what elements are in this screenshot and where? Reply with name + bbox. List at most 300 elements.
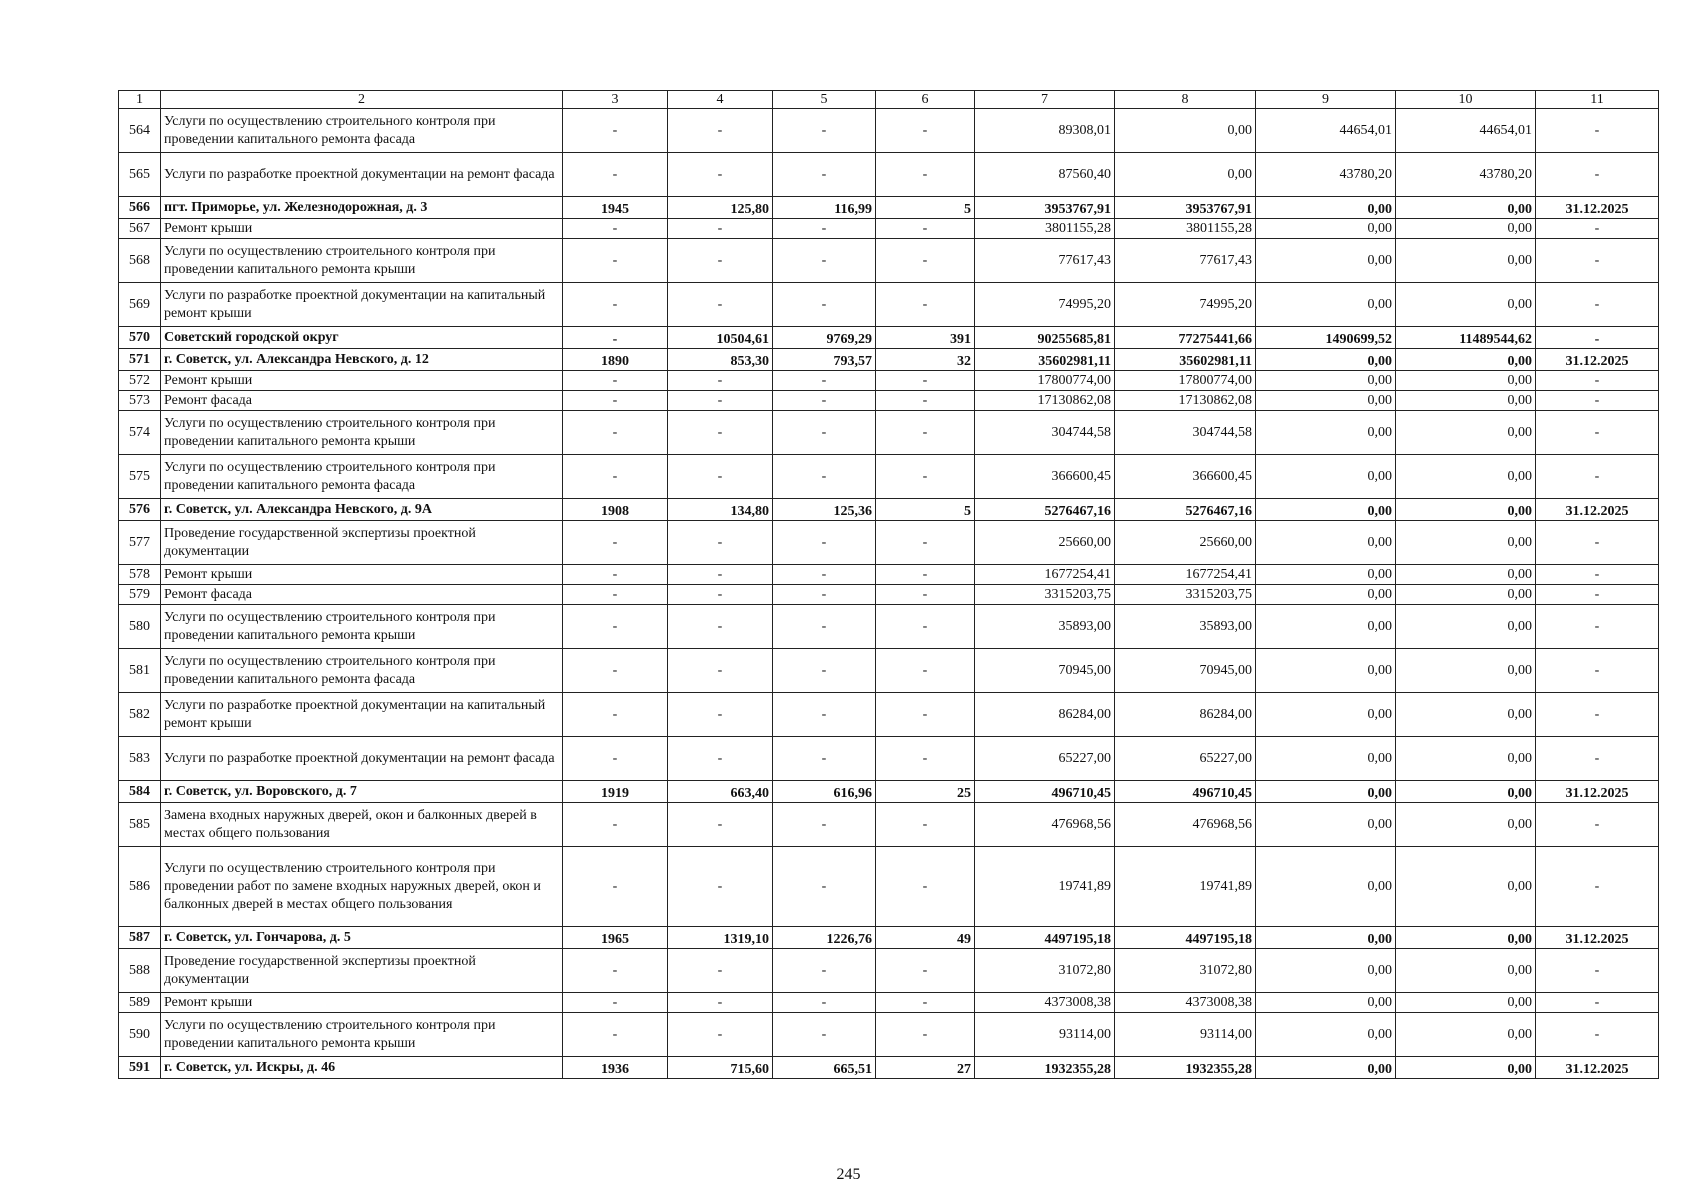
total-cost-cell: 89308,01 xyxy=(975,109,1115,153)
living-area-cell: - xyxy=(773,693,876,737)
column-header: 6 xyxy=(876,91,975,109)
residents-cell: 32 xyxy=(876,349,975,371)
residents-cell: 5 xyxy=(876,499,975,521)
completion-date-cell: - xyxy=(1536,455,1659,499)
budget-cost-cell: 44654,01 xyxy=(1256,109,1396,153)
total-cost-cell: 74995,20 xyxy=(975,283,1115,327)
budget-cost-cell: 0,00 xyxy=(1256,649,1396,693)
living-area-cell: - xyxy=(773,605,876,649)
other-cost-cell: 0,00 xyxy=(1396,1013,1536,1057)
completion-date-cell: - xyxy=(1536,565,1659,585)
work-name-cell: Услуги по разработке проектной документации на капитальный ремонт крыши xyxy=(161,283,563,327)
total-area-cell: 853,30 xyxy=(668,349,773,371)
year-cell: - xyxy=(563,649,668,693)
work-name-cell: г. Советск, ул. Александра Невского, д. 12 xyxy=(161,349,563,371)
year-cell: - xyxy=(563,153,668,197)
other-cost-cell: 0,00 xyxy=(1396,239,1536,283)
row-number-cell: 574 xyxy=(119,411,161,455)
work-name-cell: Ремонт крыши xyxy=(161,565,563,585)
work-name-cell: Замена входных наружных дверей, окон и балконных дверей в местах общего пользования xyxy=(161,803,563,847)
total-area-cell: - xyxy=(668,455,773,499)
living-area-cell: - xyxy=(773,153,876,197)
fund-cost-cell: 3315203,75 xyxy=(1115,585,1256,605)
residents-cell: - xyxy=(876,411,975,455)
fund-cost-cell: 4497195,18 xyxy=(1115,927,1256,949)
other-cost-cell: 0,00 xyxy=(1396,803,1536,847)
living-area-cell: 616,96 xyxy=(773,781,876,803)
total-cost-cell: 35893,00 xyxy=(975,605,1115,649)
residents-cell: - xyxy=(876,847,975,927)
work-item-row xyxy=(119,371,1659,391)
other-cost-cell: 0,00 xyxy=(1396,391,1536,411)
column-number-header-row xyxy=(119,91,1659,109)
row-number-cell: 588 xyxy=(119,949,161,993)
completion-date-cell: - xyxy=(1536,411,1659,455)
other-cost-cell: 0,00 xyxy=(1396,993,1536,1013)
total-area-cell: 134,80 xyxy=(668,499,773,521)
total-cost-cell: 93114,00 xyxy=(975,1013,1115,1057)
column-header: 2 xyxy=(161,91,563,109)
work-item-row xyxy=(119,649,1659,693)
total-cost-cell: 35602981,11 xyxy=(975,349,1115,371)
total-area-cell: - xyxy=(668,847,773,927)
living-area-cell: - xyxy=(773,993,876,1013)
completion-date-cell: - xyxy=(1536,109,1659,153)
work-name-cell: Проведение государственной экспертизы проектной документации xyxy=(161,521,563,565)
other-cost-cell: 0,00 xyxy=(1396,649,1536,693)
work-item-row xyxy=(119,949,1659,993)
work-name-cell: пгт. Приморье, ул. Железнодорожная, д. 3 xyxy=(161,197,563,219)
total-cost-cell: 5276467,16 xyxy=(975,499,1115,521)
residents-cell: - xyxy=(876,693,975,737)
total-cost-cell: 1932355,28 xyxy=(975,1057,1115,1079)
residents-cell: - xyxy=(876,153,975,197)
address-row xyxy=(119,781,1659,803)
column-header: 4 xyxy=(668,91,773,109)
other-cost-cell: 0,00 xyxy=(1396,521,1536,565)
total-area-cell: 1319,10 xyxy=(668,927,773,949)
living-area-cell: - xyxy=(773,219,876,239)
budget-cost-cell: 0,00 xyxy=(1256,1057,1396,1079)
living-area-cell: - xyxy=(773,649,876,693)
fund-cost-cell: 31072,80 xyxy=(1115,949,1256,993)
other-cost-cell: 43780,20 xyxy=(1396,153,1536,197)
year-cell: 1965 xyxy=(563,927,668,949)
row-number-cell: 575 xyxy=(119,455,161,499)
completion-date-cell: - xyxy=(1536,391,1659,411)
row-number-cell: 578 xyxy=(119,565,161,585)
row-number-cell: 576 xyxy=(119,499,161,521)
total-cost-cell: 1677254,41 xyxy=(975,565,1115,585)
work-item-row xyxy=(119,993,1659,1013)
budget-cost-cell: 0,00 xyxy=(1256,585,1396,605)
total-area-cell: - xyxy=(668,1013,773,1057)
work-item-row xyxy=(119,737,1659,781)
living-area-cell: - xyxy=(773,949,876,993)
total-cost-cell: 4373008,38 xyxy=(975,993,1115,1013)
residents-cell: - xyxy=(876,803,975,847)
completion-date-cell: - xyxy=(1536,153,1659,197)
row-number-cell: 583 xyxy=(119,737,161,781)
budget-cost-cell: 0,00 xyxy=(1256,371,1396,391)
total-area-cell: - xyxy=(668,693,773,737)
other-cost-cell: 0,00 xyxy=(1396,781,1536,803)
living-area-cell: 125,36 xyxy=(773,499,876,521)
living-area-cell: - xyxy=(773,391,876,411)
budget-cost-cell: 0,00 xyxy=(1256,737,1396,781)
work-name-cell: Услуги по осуществлению строительного контроля при проведении капитального ремонта крыши xyxy=(161,1013,563,1057)
budget-cost-cell: 0,00 xyxy=(1256,349,1396,371)
year-cell: - xyxy=(563,565,668,585)
residents-cell: 5 xyxy=(876,197,975,219)
row-number-cell: 590 xyxy=(119,1013,161,1057)
fund-cost-cell: 35893,00 xyxy=(1115,605,1256,649)
year-cell: - xyxy=(563,585,668,605)
budget-cost-cell: 0,00 xyxy=(1256,993,1396,1013)
year-cell: - xyxy=(563,737,668,781)
row-number-cell: 585 xyxy=(119,803,161,847)
budget-cost-cell: 0,00 xyxy=(1256,239,1396,283)
other-cost-cell: 0,00 xyxy=(1396,197,1536,219)
total-area-cell: - xyxy=(668,737,773,781)
row-number-cell: 566 xyxy=(119,197,161,219)
work-name-cell: г. Советск, ул. Гончарова, д. 5 xyxy=(161,927,563,949)
fund-cost-cell: 86284,00 xyxy=(1115,693,1256,737)
year-cell: 1919 xyxy=(563,781,668,803)
work-item-row xyxy=(119,391,1659,411)
column-header: 10 xyxy=(1396,91,1536,109)
work-item-row xyxy=(119,239,1659,283)
living-area-cell: - xyxy=(773,847,876,927)
work-name-cell: Ремонт фасада xyxy=(161,391,563,411)
row-number-cell: 579 xyxy=(119,585,161,605)
year-cell: - xyxy=(563,847,668,927)
year-cell: - xyxy=(563,521,668,565)
address-row xyxy=(119,349,1659,371)
total-area-cell: 715,60 xyxy=(668,1057,773,1079)
total-area-cell: - xyxy=(668,391,773,411)
year-cell: - xyxy=(563,803,668,847)
total-cost-cell: 25660,00 xyxy=(975,521,1115,565)
completion-date-cell: 31.12.2025 xyxy=(1536,1057,1659,1079)
fund-cost-cell: 3801155,28 xyxy=(1115,219,1256,239)
work-name-cell: Услуги по осуществлению строительного контроля при проведении капитального ремонта фасада xyxy=(161,455,563,499)
residents-cell: - xyxy=(876,391,975,411)
year-cell: - xyxy=(563,411,668,455)
year-cell: - xyxy=(563,283,668,327)
column-header: 9 xyxy=(1256,91,1396,109)
residents-cell: - xyxy=(876,239,975,283)
budget-cost-cell: 0,00 xyxy=(1256,803,1396,847)
year-cell: - xyxy=(563,371,668,391)
work-name-cell: Услуги по осуществлению строительного контроля при проведении работ по замене входных наружных дверей, окон и балконных дверей в местах общего пользования xyxy=(161,847,563,927)
completion-date-cell: - xyxy=(1536,649,1659,693)
work-name-cell: Ремонт крыши xyxy=(161,993,563,1013)
total-area-cell: 10504,61 xyxy=(668,327,773,349)
address-row xyxy=(119,1057,1659,1079)
row-number-cell: 567 xyxy=(119,219,161,239)
row-number-cell: 565 xyxy=(119,153,161,197)
completion-date-cell: - xyxy=(1536,283,1659,327)
residents-cell: - xyxy=(876,283,975,327)
other-cost-cell: 0,00 xyxy=(1396,585,1536,605)
total-area-cell: 663,40 xyxy=(668,781,773,803)
work-item-row xyxy=(119,585,1659,605)
total-cost-cell: 31072,80 xyxy=(975,949,1115,993)
year-cell: - xyxy=(563,239,668,283)
completion-date-cell: - xyxy=(1536,847,1659,927)
other-cost-cell: 0,00 xyxy=(1396,283,1536,327)
residents-cell: - xyxy=(876,1013,975,1057)
other-cost-cell: 0,00 xyxy=(1396,927,1536,949)
address-row xyxy=(119,499,1659,521)
residents-cell: - xyxy=(876,949,975,993)
living-area-cell: - xyxy=(773,283,876,327)
capital-repair-table xyxy=(118,90,1659,1079)
completion-date-cell: - xyxy=(1536,605,1659,649)
other-cost-cell: 0,00 xyxy=(1396,847,1536,927)
total-cost-cell: 19741,89 xyxy=(975,847,1115,927)
total-cost-cell: 86284,00 xyxy=(975,693,1115,737)
row-number-cell: 584 xyxy=(119,781,161,803)
living-area-cell: - xyxy=(773,803,876,847)
other-cost-cell: 0,00 xyxy=(1396,1057,1536,1079)
work-item-row xyxy=(119,847,1659,927)
completion-date-cell: - xyxy=(1536,239,1659,283)
work-name-cell: Ремонт фасада xyxy=(161,585,563,605)
budget-cost-cell: 0,00 xyxy=(1256,455,1396,499)
row-number-cell: 568 xyxy=(119,239,161,283)
total-area-cell: - xyxy=(668,649,773,693)
budget-cost-cell: 0,00 xyxy=(1256,847,1396,927)
address-row xyxy=(119,327,1659,349)
completion-date-cell: 31.12.2025 xyxy=(1536,499,1659,521)
other-cost-cell: 0,00 xyxy=(1396,737,1536,781)
row-number-cell: 564 xyxy=(119,109,161,153)
total-area-cell: - xyxy=(668,219,773,239)
budget-cost-cell: 0,00 xyxy=(1256,391,1396,411)
other-cost-cell: 0,00 xyxy=(1396,411,1536,455)
other-cost-cell: 0,00 xyxy=(1396,565,1536,585)
total-area-cell: - xyxy=(668,109,773,153)
living-area-cell: - xyxy=(773,109,876,153)
work-name-cell: Услуги по осуществлению строительного контроля при проведении капитального ремонта фасада xyxy=(161,109,563,153)
budget-cost-cell: 1490699,52 xyxy=(1256,327,1396,349)
completion-date-cell: 31.12.2025 xyxy=(1536,927,1659,949)
work-item-row xyxy=(119,219,1659,239)
total-cost-cell: 90255685,81 xyxy=(975,327,1115,349)
completion-date-cell: - xyxy=(1536,737,1659,781)
fund-cost-cell: 74995,20 xyxy=(1115,283,1256,327)
completion-date-cell: - xyxy=(1536,371,1659,391)
living-area-cell: - xyxy=(773,585,876,605)
fund-cost-cell: 1677254,41 xyxy=(1115,565,1256,585)
total-cost-cell: 17130862,08 xyxy=(975,391,1115,411)
other-cost-cell: 0,00 xyxy=(1396,693,1536,737)
total-cost-cell: 77617,43 xyxy=(975,239,1115,283)
living-area-cell: - xyxy=(773,239,876,283)
work-name-cell: Проведение государственной экспертизы проектной документации xyxy=(161,949,563,993)
work-item-row xyxy=(119,283,1659,327)
residents-cell: 25 xyxy=(876,781,975,803)
living-area-cell: 9769,29 xyxy=(773,327,876,349)
year-cell: 1936 xyxy=(563,1057,668,1079)
total-area-cell: - xyxy=(668,803,773,847)
row-number-cell: 570 xyxy=(119,327,161,349)
budget-cost-cell: 0,00 xyxy=(1256,499,1396,521)
living-area-cell: 1226,76 xyxy=(773,927,876,949)
work-item-row xyxy=(119,1013,1659,1057)
residents-cell: 391 xyxy=(876,327,975,349)
living-area-cell: - xyxy=(773,521,876,565)
work-item-row xyxy=(119,803,1659,847)
document-table-container xyxy=(118,90,1659,1079)
living-area-cell: 116,99 xyxy=(773,197,876,219)
work-name-cell: г. Советск, ул. Воровского, д. 7 xyxy=(161,781,563,803)
living-area-cell: 665,51 xyxy=(773,1057,876,1079)
fund-cost-cell: 4373008,38 xyxy=(1115,993,1256,1013)
budget-cost-cell: 0,00 xyxy=(1256,565,1396,585)
total-cost-cell: 496710,45 xyxy=(975,781,1115,803)
column-header: 11 xyxy=(1536,91,1659,109)
residents-cell: - xyxy=(876,371,975,391)
total-cost-cell: 476968,56 xyxy=(975,803,1115,847)
fund-cost-cell: 304744,58 xyxy=(1115,411,1256,455)
residents-cell: - xyxy=(876,565,975,585)
year-cell: - xyxy=(563,109,668,153)
completion-date-cell: 31.12.2025 xyxy=(1536,349,1659,371)
total-area-cell: - xyxy=(668,411,773,455)
year-cell: - xyxy=(563,693,668,737)
living-area-cell: - xyxy=(773,1013,876,1057)
work-name-cell: Услуги по осуществлению строительного контроля при проведении капитального ремонта фасада xyxy=(161,649,563,693)
completion-date-cell: - xyxy=(1536,585,1659,605)
fund-cost-cell: 3953767,91 xyxy=(1115,197,1256,219)
living-area-cell: - xyxy=(773,411,876,455)
year-cell: 1908 xyxy=(563,499,668,521)
completion-date-cell: 31.12.2025 xyxy=(1536,197,1659,219)
residents-cell: - xyxy=(876,737,975,781)
total-area-cell: - xyxy=(668,605,773,649)
total-cost-cell: 3953767,91 xyxy=(975,197,1115,219)
column-header: 3 xyxy=(563,91,668,109)
residents-cell: 49 xyxy=(876,927,975,949)
other-cost-cell: 0,00 xyxy=(1396,605,1536,649)
row-number-cell: 582 xyxy=(119,693,161,737)
budget-cost-cell: 43780,20 xyxy=(1256,153,1396,197)
total-area-cell: 125,80 xyxy=(668,197,773,219)
total-area-cell: - xyxy=(668,521,773,565)
column-header: 7 xyxy=(975,91,1115,109)
residents-cell: - xyxy=(876,993,975,1013)
year-cell: - xyxy=(563,993,668,1013)
fund-cost-cell: 476968,56 xyxy=(1115,803,1256,847)
residents-cell: - xyxy=(876,109,975,153)
fund-cost-cell: 19741,89 xyxy=(1115,847,1256,927)
budget-cost-cell: 0,00 xyxy=(1256,521,1396,565)
fund-cost-cell: 77275441,66 xyxy=(1115,327,1256,349)
fund-cost-cell: 93114,00 xyxy=(1115,1013,1256,1057)
completion-date-cell: - xyxy=(1536,219,1659,239)
row-number-cell: 569 xyxy=(119,283,161,327)
residents-cell: - xyxy=(876,521,975,565)
living-area-cell: 793,57 xyxy=(773,349,876,371)
work-item-row xyxy=(119,693,1659,737)
column-header: 8 xyxy=(1115,91,1256,109)
row-number-cell: 572 xyxy=(119,371,161,391)
completion-date-cell: - xyxy=(1536,327,1659,349)
fund-cost-cell: 35602981,11 xyxy=(1115,349,1256,371)
work-item-row xyxy=(119,565,1659,585)
total-cost-cell: 4497195,18 xyxy=(975,927,1115,949)
row-number-cell: 586 xyxy=(119,847,161,927)
total-area-cell: - xyxy=(668,949,773,993)
total-cost-cell: 3801155,28 xyxy=(975,219,1115,239)
total-area-cell: - xyxy=(668,585,773,605)
living-area-cell: - xyxy=(773,565,876,585)
budget-cost-cell: 0,00 xyxy=(1256,411,1396,455)
total-area-cell: - xyxy=(668,283,773,327)
living-area-cell: - xyxy=(773,455,876,499)
row-number-cell: 587 xyxy=(119,927,161,949)
work-item-row xyxy=(119,455,1659,499)
completion-date-cell: - xyxy=(1536,803,1659,847)
work-item-row xyxy=(119,605,1659,649)
budget-cost-cell: 0,00 xyxy=(1256,283,1396,327)
fund-cost-cell: 496710,45 xyxy=(1115,781,1256,803)
total-area-cell: - xyxy=(668,993,773,1013)
row-number-cell: 589 xyxy=(119,993,161,1013)
work-item-row xyxy=(119,109,1659,153)
other-cost-cell: 11489544,62 xyxy=(1396,327,1536,349)
residents-cell: - xyxy=(876,219,975,239)
budget-cost-cell: 0,00 xyxy=(1256,197,1396,219)
other-cost-cell: 0,00 xyxy=(1396,371,1536,391)
year-cell: - xyxy=(563,455,668,499)
fund-cost-cell: 0,00 xyxy=(1115,109,1256,153)
year-cell: - xyxy=(563,219,668,239)
total-cost-cell: 70945,00 xyxy=(975,649,1115,693)
completion-date-cell: 31.12.2025 xyxy=(1536,781,1659,803)
page-number: 245 xyxy=(836,1166,861,1183)
budget-cost-cell: 0,00 xyxy=(1256,1013,1396,1057)
row-number-cell: 571 xyxy=(119,349,161,371)
column-header: 1 xyxy=(119,91,161,109)
total-area-cell: - xyxy=(668,565,773,585)
fund-cost-cell: 77617,43 xyxy=(1115,239,1256,283)
work-name-cell: г. Советск, ул. Александра Невского, д. 9А xyxy=(161,499,563,521)
address-row xyxy=(119,927,1659,949)
work-item-row xyxy=(119,521,1659,565)
work-name-cell: Услуги по разработке проектной документации на капитальный ремонт крыши xyxy=(161,693,563,737)
budget-cost-cell: 0,00 xyxy=(1256,693,1396,737)
completion-date-cell: - xyxy=(1536,693,1659,737)
budget-cost-cell: 0,00 xyxy=(1256,219,1396,239)
living-area-cell: - xyxy=(773,737,876,781)
residents-cell: 27 xyxy=(876,1057,975,1079)
other-cost-cell: 44654,01 xyxy=(1396,109,1536,153)
work-name-cell: Услуги по разработке проектной документации на ремонт фасада xyxy=(161,153,563,197)
residents-cell: - xyxy=(876,649,975,693)
fund-cost-cell: 17130862,08 xyxy=(1115,391,1256,411)
other-cost-cell: 0,00 xyxy=(1396,219,1536,239)
work-item-row xyxy=(119,411,1659,455)
budget-cost-cell: 0,00 xyxy=(1256,927,1396,949)
other-cost-cell: 0,00 xyxy=(1396,949,1536,993)
row-number-cell: 580 xyxy=(119,605,161,649)
total-area-cell: - xyxy=(668,153,773,197)
year-cell: - xyxy=(563,1013,668,1057)
